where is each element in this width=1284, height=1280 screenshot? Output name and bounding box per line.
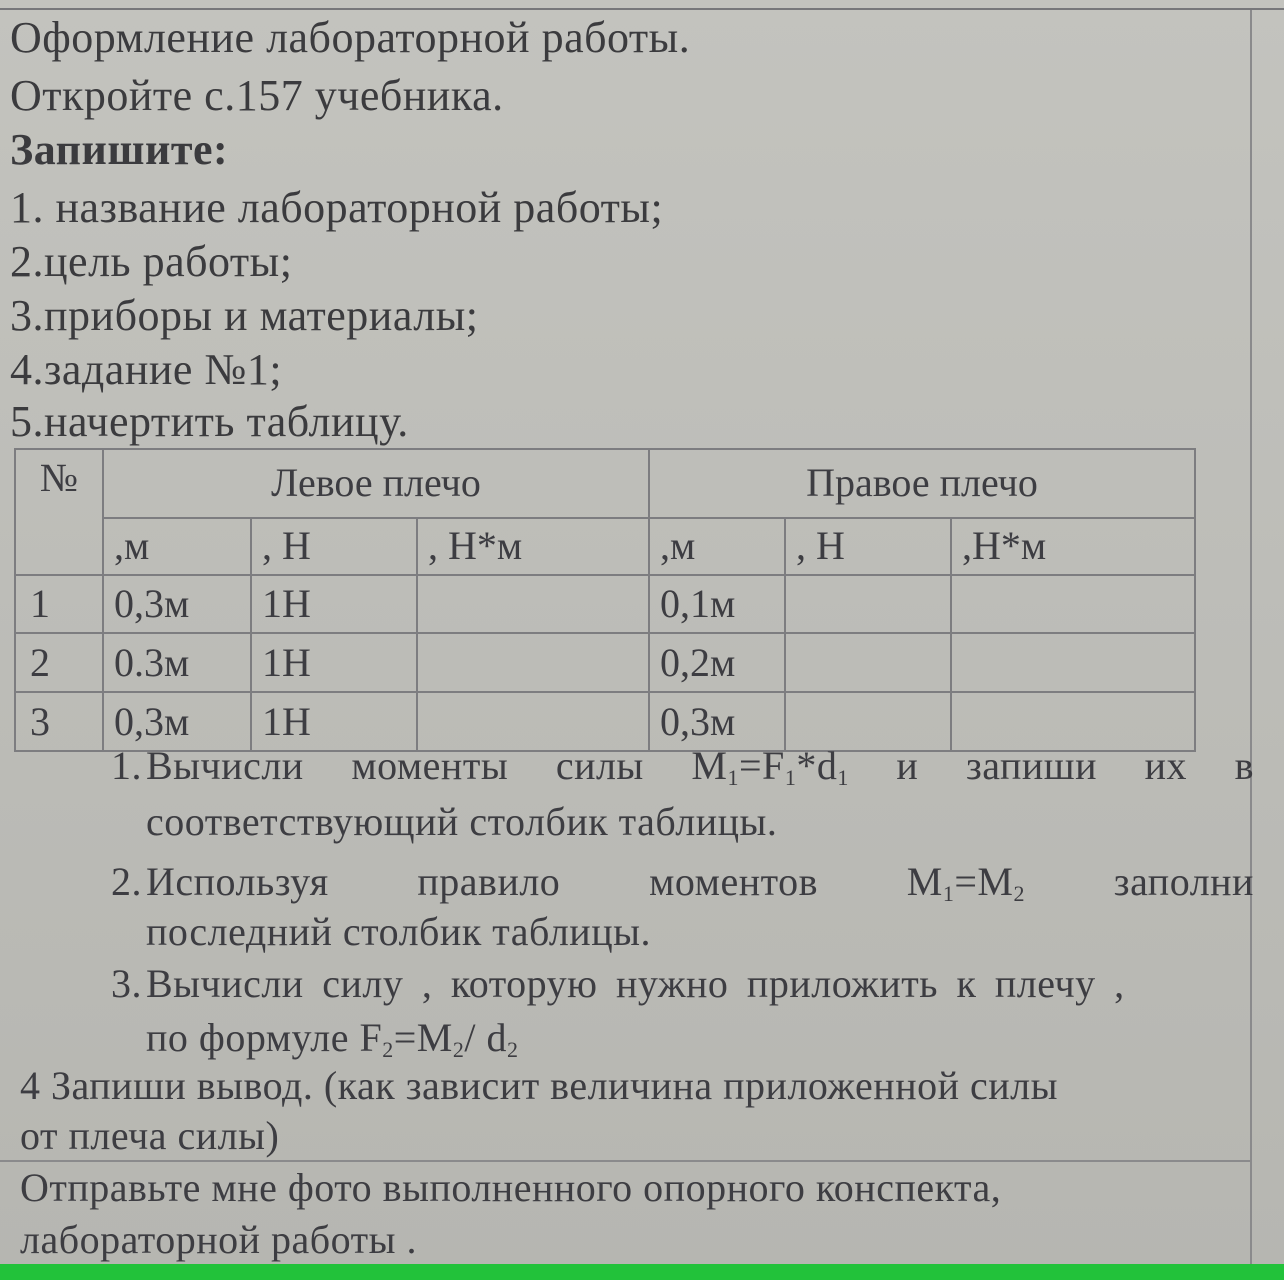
formula-part: M	[906, 859, 943, 904]
task-1-word: запиши	[965, 743, 1097, 788]
left-moment	[417, 575, 649, 634]
formula-part: / d	[464, 1015, 507, 1060]
task-2-word: моментов	[649, 859, 818, 904]
formula-subscript: 2	[452, 1037, 465, 1062]
table-header-number: №	[15, 449, 103, 575]
left-header-meters: ,м	[103, 518, 251, 575]
left-header-newton-meters: , Н*м	[417, 518, 649, 575]
task-1-word: и	[896, 743, 919, 788]
right-header-newton-meters: ,Н*м	[951, 518, 1195, 575]
footer-line-2: лабораторной работы .	[20, 1217, 417, 1262]
task-1-line-2: соответствующий столбик таблицы.	[146, 799, 778, 844]
task-1-formula	[691, 740, 848, 804]
formula-subscript: 1	[837, 765, 849, 790]
task-2-formula	[907, 856, 1025, 920]
task-1-line-1	[82, 740, 1254, 804]
right-rule	[1250, 10, 1252, 1270]
task-4-line-1: 4 Запиши вывод. (как зависит величина приложенной силы	[20, 1063, 1058, 1108]
formula-subscript: 1	[784, 765, 797, 790]
right-header-newtons: , Н	[785, 518, 951, 575]
top-rule	[0, 8, 1284, 10]
row-number: 2	[15, 633, 103, 692]
formula-part: =F	[739, 743, 785, 788]
step-4: 4.задание №1;	[10, 345, 283, 394]
left-arm-length: 0,3м	[103, 692, 251, 751]
task-1-word: их	[1144, 743, 1187, 788]
left-arm-length: 0.3м	[103, 633, 251, 692]
step-3: 3.приборы и материалы;	[10, 291, 479, 340]
task-2-number: 2.	[111, 859, 142, 904]
right-arm-length: 0,3м	[649, 692, 785, 751]
right-arm-length: 0,2м	[649, 633, 785, 692]
task-4-line-2: от плеча силы)	[20, 1113, 280, 1158]
table-row	[15, 633, 1195, 692]
step-1: 1. название лабораторной работы;	[10, 183, 664, 232]
step-2: 2.цель работы;	[10, 237, 293, 286]
left-header-newtons: , Н	[251, 518, 417, 575]
formula-subscript: 2	[1013, 881, 1025, 906]
left-force: 1Н	[251, 633, 417, 692]
task-1-word: силы	[555, 743, 644, 788]
table-header-right-arm: Правое плечо	[649, 449, 1195, 518]
row-number: 1	[15, 575, 103, 634]
left-moment	[417, 633, 649, 692]
formula-part: =M	[393, 1015, 453, 1060]
task-2-word: Используя	[146, 859, 329, 904]
task-3-line-1	[82, 958, 1246, 1010]
right-moment	[951, 633, 1195, 692]
task-3-number: 3.	[111, 961, 142, 1006]
task-2-line-2: последний столбик таблицы.	[146, 909, 651, 954]
task-1-word: в	[1234, 743, 1254, 788]
task-2-word: правило	[417, 859, 561, 904]
formula-subscript: 2	[382, 1037, 394, 1062]
step-5: 5.начертить таблицу.	[10, 397, 409, 446]
page-title: Оформление лабораторной работы.	[10, 13, 691, 62]
right-arm-length: 0,1м	[649, 575, 785, 634]
right-force	[785, 575, 951, 634]
formula-part: *d	[796, 743, 838, 788]
open-page-text: Откройте с.157 учебника.	[10, 71, 504, 120]
right-header-meters: ,м	[649, 518, 785, 575]
task-3-text: Вычисли силу , которую нужно приложить к плечу ,	[146, 961, 1125, 1006]
formula-part: =M	[954, 859, 1014, 904]
left-force: 1Н	[251, 575, 417, 634]
left-arm-length: 0,3м	[103, 575, 251, 634]
write-label: Запишите:	[10, 125, 229, 174]
formula-subscript: 2	[506, 1037, 519, 1062]
right-force	[785, 633, 951, 692]
table-header-left-arm: Левое плечо	[103, 449, 649, 518]
task-1-word: моменты	[351, 743, 509, 788]
left-force: 1Н	[251, 692, 417, 751]
formula-subscript: 1	[727, 765, 739, 790]
right-moment	[951, 575, 1195, 634]
row-number: 3	[15, 692, 103, 751]
formula-subscript: 1	[942, 881, 955, 906]
bottom-green-bar	[0, 1264, 1284, 1280]
lever-table	[14, 448, 1194, 752]
task-2-word: заполни	[1113, 859, 1254, 904]
task-1-word: Вычисли	[146, 743, 304, 788]
footer-line-1: Отправьте мне фото выполненного опорного конспекта,	[20, 1165, 1002, 1210]
table-row	[15, 575, 1195, 634]
task-1-number: 1.	[111, 743, 142, 788]
formula-part: по формуле F	[146, 1015, 383, 1060]
formula-part: M	[691, 743, 728, 788]
